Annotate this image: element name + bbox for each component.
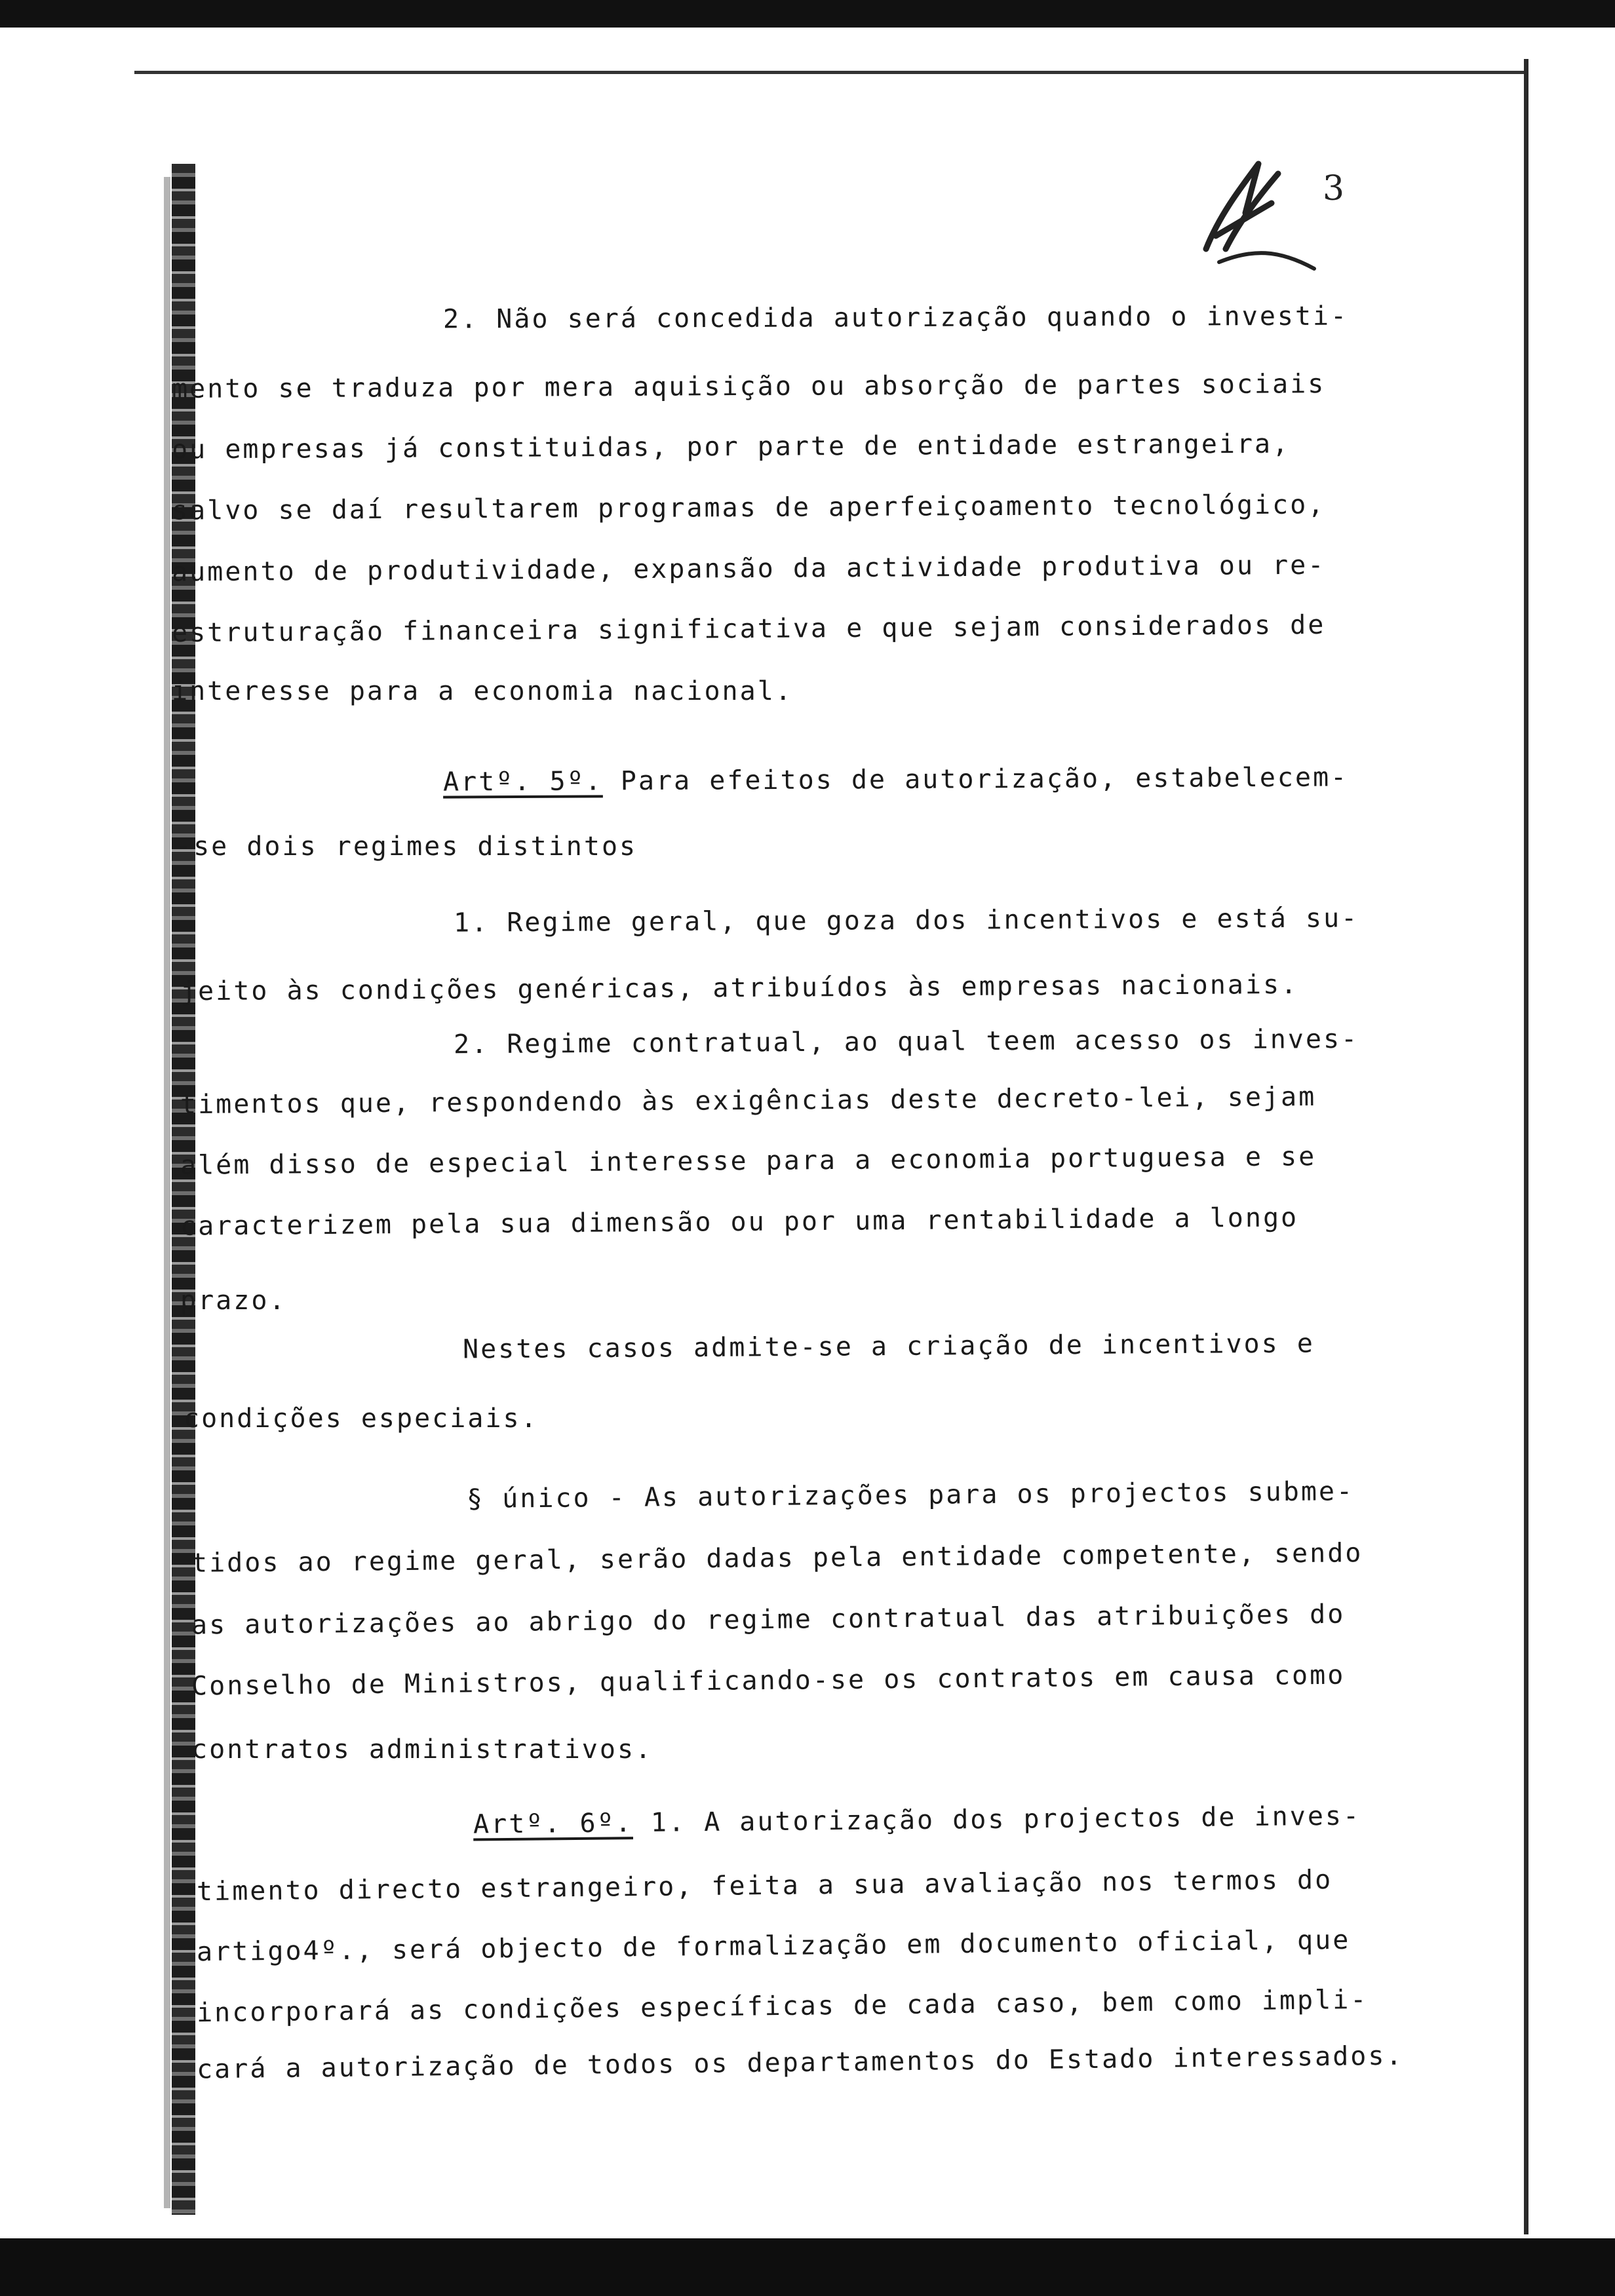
a5-1-l2: jeito às condições genéricas, atribuídos às empresas nacionais.	[180, 969, 1299, 1007]
a6-l3: artigo4º., será objecto de formalização em documento oficial, que	[196, 1924, 1351, 1968]
article-6-heading	[473, 1803, 1361, 1838]
binding-shadow	[164, 177, 170, 2208]
p1-l1: 2. Não será concedida autorização quando o investi-	[442, 301, 1349, 335]
article-6-heading-text: 1. A autorização dos projectos de inves-	[632, 1801, 1361, 1839]
p1-l4: salvo se daí resultarem programas de aperfeiçoamento tecnológico,	[171, 489, 1326, 526]
page-top-rule	[134, 71, 1527, 74]
p1-l3: ou empresas já constituidas, por parte de entidade estrangeira,	[171, 429, 1291, 465]
nc-l1: Nestes casos admite-se a criação de incentivos e	[462, 1328, 1315, 1365]
a5-l2: -se dois regimes distintos	[176, 832, 638, 862]
a5-2-l2: timentos que, respondendo às exigências deste decreto-lei, sejam	[180, 1081, 1317, 1120]
su-l5: contratos administrativos.	[191, 1734, 653, 1765]
a5-1-l1: 1. Regime geral, que goza dos incentivos e está su-	[453, 903, 1359, 938]
article-5-label: Artº. 5º.	[442, 766, 603, 797]
p1-l2: mento se traduza por mera aquisição ou absorção de partes sociais	[171, 369, 1326, 404]
scan-bottom-edge	[0, 2238, 1615, 2296]
a5-2-l4: caracterizem pela sua dimensão ou por uma rentabilidade a longo	[180, 1202, 1299, 1242]
page-right-rule	[1524, 59, 1528, 2234]
p1-l6: estruturação financeira significativa e que sejam considerados de	[171, 609, 1326, 649]
page-number: 3	[1323, 169, 1345, 208]
p1-l7: interesse para a economia nacional.	[172, 676, 793, 706]
a6-l2: timento directo estrangeiro, feita a sua avaliação nos termos do	[196, 1864, 1333, 1907]
binding-strip	[172, 164, 195, 2215]
a5-2-l5: prazo.	[180, 1286, 287, 1316]
su-l2: tidos ao regime geral, serão dadas pela entidade competente, sendo	[191, 1538, 1363, 1578]
p1-l5: aumento de produtividade, expansão da actividade produtiva ou re-	[171, 550, 1326, 588]
scan-top-edge	[0, 0, 1615, 28]
su-l4: Conselho de Ministros, qualificando-se os contratos em causa como	[191, 1660, 1346, 1702]
a6-l5: cará a autorização de todos os departamentos do Estado interessados.	[196, 2040, 1404, 2085]
article-6-label: Artº. 6º.	[473, 1808, 633, 1840]
su-l1: § único - As autorizações para os projectos subme-	[466, 1476, 1355, 1514]
a5-2-l1: 2. Regime contratual, ao qual teem acesso os inves-	[453, 1024, 1359, 1060]
article-5-heading-text: Para efeitos de autorização, estabelecem-	[602, 762, 1349, 797]
nc-l2: condições especiais.	[184, 1404, 539, 1434]
article-5-heading	[443, 764, 1348, 795]
a5-2-l3: além disso de especial interesse para a economia portuguesa e se	[180, 1141, 1317, 1181]
su-l3: as autorizações ao abrigo do regime contratual das atribuições do	[191, 1599, 1346, 1641]
a6-l4: incorporará as condições específicas de cada caso, bem como impli-	[196, 1984, 1369, 2029]
handwritten-initials	[1180, 151, 1331, 275]
